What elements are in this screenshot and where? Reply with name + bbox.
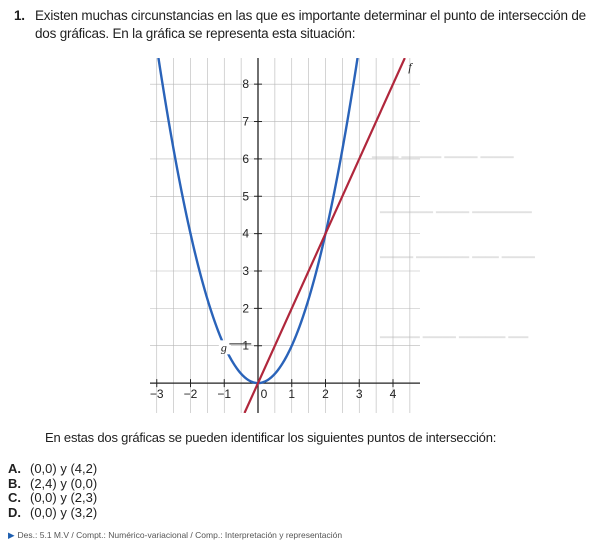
- intersection-graph: [150, 58, 420, 413]
- option-d[interactable]: [8, 506, 97, 521]
- question-number: 1.: [14, 8, 25, 23]
- bleed-through-text: ━━━━━━ ━━━━━ ━━━━━━━ ━━━: [380, 332, 529, 344]
- option-letter: D.: [8, 504, 21, 520]
- option-text: (0,0) y (2,3): [30, 490, 98, 506]
- bleed-through-text: ━━━━ ━━━━━━ ━━━━━ ━━━━━: [372, 152, 514, 164]
- footer-text: Des.: 5.1 M.V / Compt.: Numérico-variacional / Comp.: Interpretación y representación: [17, 530, 343, 540]
- option-text: (0,0) y (3,2): [30, 504, 98, 520]
- y-tick-label: 5: [242, 189, 249, 204]
- x-tick-label: 1: [288, 387, 296, 402]
- option-text: (2,4) y (0,0): [30, 475, 98, 491]
- bleed-through-text: ━━━━━ ━━━━━━━━ ━━━━ ━━━━━: [380, 252, 535, 264]
- arrow-icon: ▶: [8, 530, 15, 540]
- option-a[interactable]: [8, 462, 97, 477]
- x-tick-label: 2: [322, 387, 329, 402]
- y-tick-label: 8: [242, 77, 249, 92]
- y-tick-label: 7: [242, 114, 249, 129]
- y-tick-label: 1: [242, 338, 249, 353]
- option-b[interactable]: [8, 477, 97, 492]
- series-g-label: g: [220, 340, 227, 355]
- x-tick-label: 4: [389, 387, 397, 402]
- y-tick-label: 4: [242, 226, 249, 241]
- option-letter: C.: [8, 490, 21, 506]
- bleed-through-text: ━━━━━━━━ ━━━━━ ━━━━━━━━━: [380, 207, 532, 219]
- footer-reference: [8, 530, 342, 541]
- question-text: Existen muchas circunstancias en las que es importante determinar el punto de intersección de dos gráficas. En la gráfica se representa esta situación:: [35, 8, 586, 41]
- option-c[interactable]: [8, 491, 97, 506]
- option-letter: B.: [8, 475, 21, 491]
- y-tick-label: 6: [242, 151, 249, 166]
- subquestion-text: En estas dos gráficas se pueden identificar los siguientes puntos de intersección:: [45, 430, 497, 445]
- series-f-label: f: [408, 60, 412, 75]
- question-header: [14, 7, 599, 43]
- y-tick-label: 2: [242, 301, 249, 316]
- x-tick-label: −3: [150, 387, 164, 402]
- y-tick-label: 3: [242, 264, 249, 278]
- x-tick-label: −2: [183, 387, 198, 402]
- x-tick-label: 0: [260, 387, 268, 402]
- tick-labels: [150, 77, 397, 401]
- answer-options: [8, 462, 97, 520]
- x-tick-label: 3: [355, 387, 363, 402]
- series: [158, 58, 404, 413]
- option-text: (0,0) y (4,2): [30, 461, 98, 476]
- x-tick-label: −1: [217, 387, 232, 402]
- option-letter: A.: [8, 461, 21, 476]
- series-f-line: [245, 58, 405, 413]
